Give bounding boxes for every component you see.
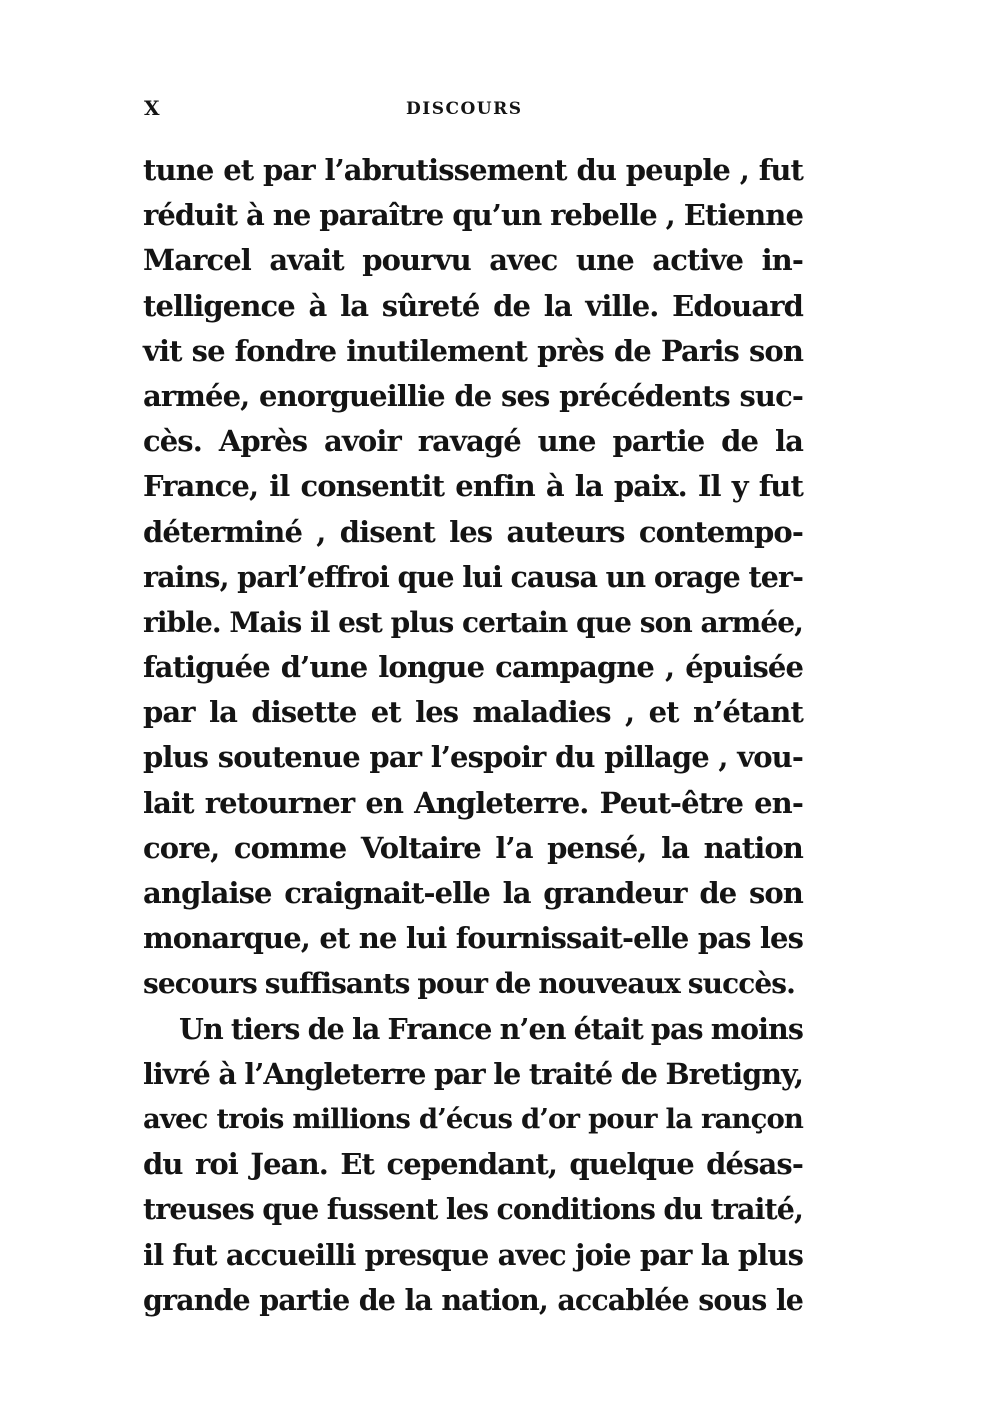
text-line: livré à l’Angleterre par le traité de Bretigny, [143,1056,803,1091]
running-head-title: DISCOURS [406,99,523,119]
text-line: cès. Après avoir ravagé une partie de la [143,424,803,459]
text-line: il fut accueilli presque avec joie par la plus [143,1237,803,1272]
body-text [143,148,803,1323]
text-line: Un tiers de la France n’en était pas moins [179,1011,803,1046]
text-line: grande partie de la nation, accablée sous le [143,1282,803,1317]
text-line: tune et par l’abrutissement du peuple , fut [143,153,803,187]
text-line: par la disette et les maladies , et n’étant [143,695,803,730]
text-line: réduit à ne paraître qu’un rebelle , Etienne [143,198,803,233]
text-line: rains, parl’effroi que lui causa un orage ter- [143,559,803,594]
text-line: core, comme Voltaire l’a pensé, la nation [143,830,803,865]
text-line: du roi Jean. Et cependant, quelque désas- [143,1147,803,1182]
text-line: secours suffisants pour de nouveaux succès. [143,967,795,1001]
text-line: Marcel avait pourvu avec une active in- [143,243,803,278]
text-line: rible. Mais il est plus certain que son armée, [143,605,803,639]
text-line: fatiguée d’une longue campagne , épuisée [143,650,803,685]
text-line: anglaise craignait-elle la grandeur de son [143,876,803,910]
text-line: monarque, et ne lui fournissait-elle pas les [143,921,803,956]
text-line: treuses que fussent les conditions du traité, [143,1192,803,1227]
text-line: telligence à la sûreté de la ville. Edouard [143,288,803,323]
text-line: armée, enorgueillie de ses précédents suc- [143,378,803,413]
text-line: lait retourner en Angleterre. Peut-être en- [143,785,803,820]
text-line: avec trois millions d’écus d’or pour la rançon [143,1102,803,1135]
text-line: plus soutenue par l’espoir du pillage , vou- [143,740,803,775]
text-line: déterminé , disent les auteurs contempo- [143,514,803,549]
text-line: France, il consentit enfin à la paix. Il y fut [143,469,803,504]
running-head [144,96,804,128]
text-line: vit se fondre inutilement près de Paris son [143,333,803,368]
page-number: X [144,96,161,120]
